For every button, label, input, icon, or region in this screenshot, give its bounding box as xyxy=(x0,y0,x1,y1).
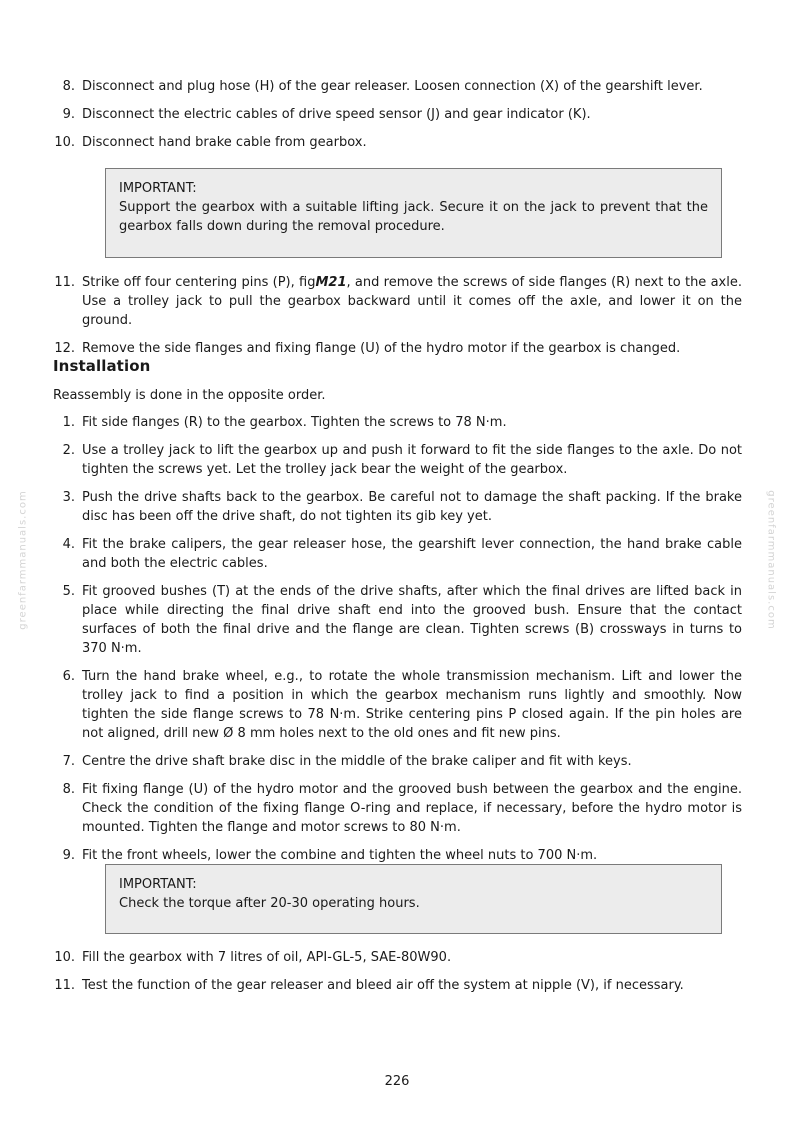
step-text: Remove the side flanges and fixing flange (U) of the hydro motor if the gearbox is changed. xyxy=(82,341,681,356)
step-number: 1. xyxy=(62,415,75,430)
step-text-continued: , and remove the screws of side flanges (R) next to the axle. Use a trolley jack to pull the gearbox backward until it comes off the axle, and lower it on the ground. xyxy=(82,275,742,328)
step-item xyxy=(53,535,742,573)
step-number: 9. xyxy=(62,107,75,122)
figure-reference: M21 xyxy=(315,275,347,290)
step-item xyxy=(53,976,742,995)
step-text: Fill the gearbox with 7 litres of oil, API-GL-5, SAE-80W90. xyxy=(82,950,452,965)
important-label: IMPORTANT: xyxy=(119,877,197,892)
step-item xyxy=(53,488,742,526)
step-item xyxy=(53,273,742,330)
step-number: 3. xyxy=(62,490,75,505)
step-number: 5. xyxy=(62,584,75,599)
step-item xyxy=(53,780,742,837)
step-item xyxy=(53,846,742,865)
step-item xyxy=(53,752,742,771)
step-item xyxy=(53,339,742,358)
step-item xyxy=(53,133,742,152)
important-text: Check the torque after 20-30 operating hours. xyxy=(119,896,420,911)
step-number: 12. xyxy=(54,341,75,356)
step-item xyxy=(53,413,742,432)
removal-steps-top xyxy=(53,77,742,161)
step-text: Push the drive shafts back to the gearbox. Be careful not to damage the shaft packing. If the brake disc has been off the drive shaft, do not tighten its gib key yet. xyxy=(82,490,742,524)
step-number: 9. xyxy=(62,848,75,863)
step-text: Strike off four centering pins (P), fig xyxy=(82,275,316,290)
step-text: Disconnect and plug hose (H) of the gear releaser. Loosen connection (X) of the gearshift lever. xyxy=(82,79,703,94)
step-text: Use a trolley jack to lift the gearbox up and push it forward to fit the side flanges to the axle. Do not tighten the screws yet. Let the trolley jack bear the weight of the gearbox. xyxy=(82,443,742,477)
step-number: 11. xyxy=(54,978,75,993)
step-number: 10. xyxy=(54,950,75,965)
step-number: 6. xyxy=(62,669,75,684)
watermark-left: greenfarmmanuals.com xyxy=(17,490,29,630)
step-number: 8. xyxy=(62,79,75,94)
step-number: 10. xyxy=(54,135,75,150)
page-number: 226 xyxy=(384,1074,410,1089)
step-number: 2. xyxy=(62,443,75,458)
step-text: Fit fixing flange (U) of the hydro motor and the grooved bush between the gearbox and the engine. Check the condition of the fixing flange O-ring and replace, if necessary, before the hydro motor is mounted. Tighten the flange and motor screws to 80 N·m. xyxy=(82,782,742,835)
important-note-box xyxy=(105,168,722,258)
important-text: Support the gearbox with a suitable lifting jack. Secure it on the jack to prevent that the gearbox falls down during the removal procedure. xyxy=(119,200,708,234)
step-text: Fit grooved bushes (T) at the ends of the drive shafts, after which the final drives are lifted back in place while directing the final drive shaft end into the grooved bush. Ensure that the contact surfaces of both the final drive and the flange are clean. Tighten screws (B) crossways in turns to 370 N·m. xyxy=(82,584,742,656)
step-number: 11. xyxy=(54,275,75,290)
installation-steps xyxy=(53,413,742,874)
installation-steps-final xyxy=(53,948,742,1004)
step-text: Centre the drive shaft brake disc in the middle of the brake caliper and fit with keys. xyxy=(82,754,632,769)
step-text: Fit side flanges (R) to the gearbox. Tighten the screws to 78 N·m. xyxy=(82,415,507,430)
installation-heading: Installation xyxy=(53,357,151,375)
step-text: Fit the brake calipers, the gear releaser hose, the gearshift lever connection, the hand brake cable and both the electric cables. xyxy=(82,537,742,571)
removal-steps-mid xyxy=(53,273,742,367)
important-note-box xyxy=(105,864,722,934)
step-text: Disconnect the electric cables of drive speed sensor (J) and gear indicator (K). xyxy=(82,107,591,122)
step-text: Disconnect hand brake cable from gearbox. xyxy=(82,135,367,150)
watermark-right: greenfarmmanuals.com xyxy=(765,490,777,630)
step-item xyxy=(53,441,742,479)
step-text: Turn the hand brake wheel, e.g., to rotate the whole transmission mechanism. Lift and lower the trolley jack to find a position in which the gearbox mechanism runs lightly and smoothly. Now tighten the side flange screws to 78 N·m. Strike centering pins P closed again. If the pin holes are not aligned, drill new Ø 8 mm holes next to the old ones and fit new pins. xyxy=(82,669,742,741)
step-number: 8. xyxy=(62,782,75,797)
step-item xyxy=(53,667,742,743)
step-item xyxy=(53,948,742,967)
important-label: IMPORTANT: xyxy=(119,181,197,196)
step-text: Test the function of the gear releaser and bleed air off the system at nipple (V), if necessary. xyxy=(82,978,684,993)
step-item xyxy=(53,105,742,124)
step-number: 4. xyxy=(62,537,75,552)
step-text: Fit the front wheels, lower the combine and tighten the wheel nuts to 700 N·m. xyxy=(82,848,598,863)
step-item xyxy=(53,77,742,96)
installation-intro: Reassembly is done in the opposite order. xyxy=(53,388,326,403)
step-item xyxy=(53,582,742,658)
step-number: 7. xyxy=(62,754,75,769)
